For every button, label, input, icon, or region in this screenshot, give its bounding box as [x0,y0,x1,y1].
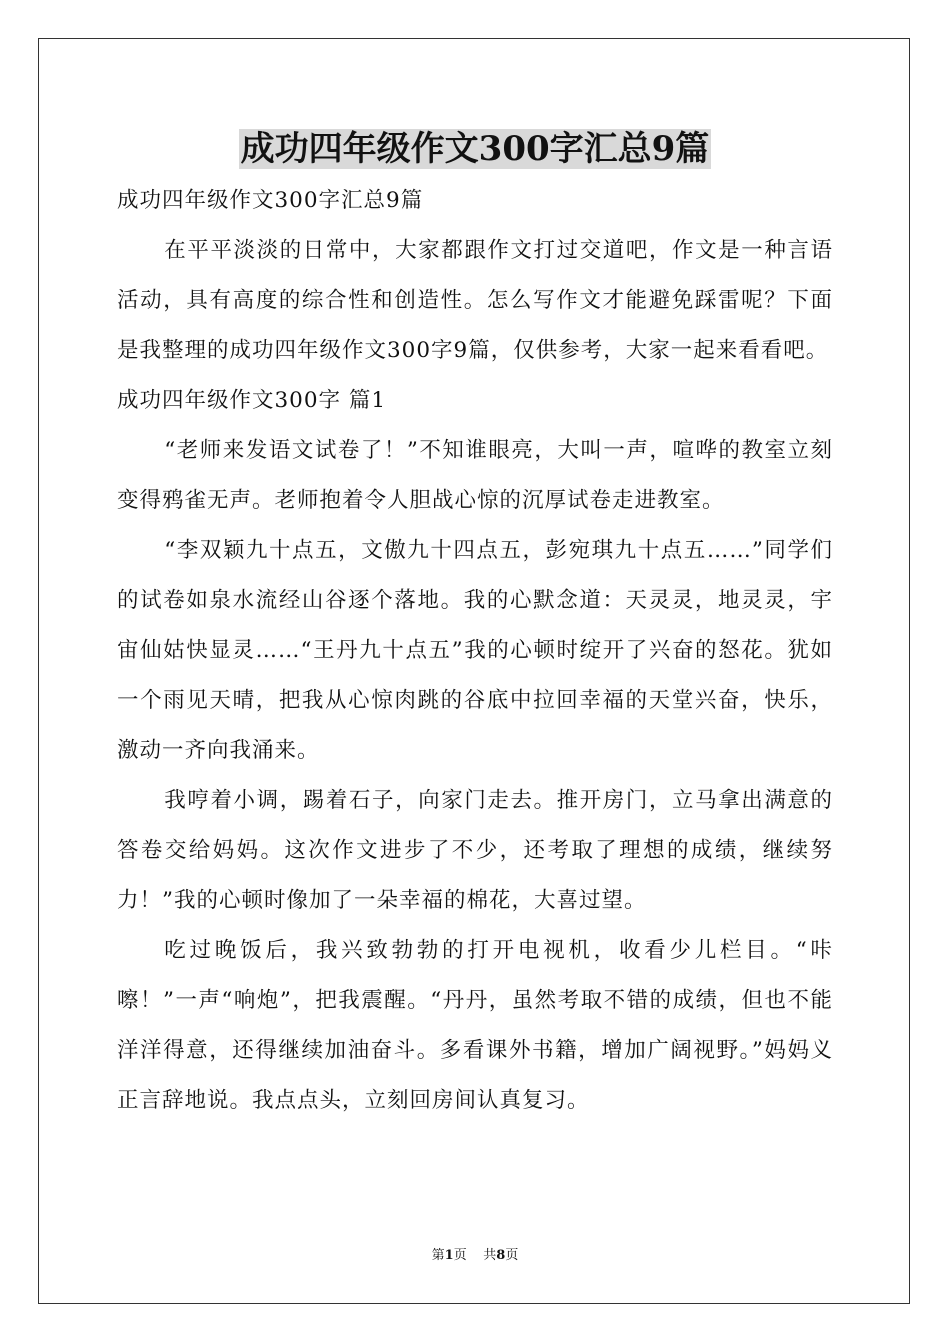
body-paragraph: “李双颖九十点五，文傲九十四点五，彭宛琪九十点五……”同学们的试卷如泉水流经山谷逐个落地。我的心默念道：天灵灵，地灵灵，宇宙仙姑快显灵……“王丹九十点五”我的心顿时绽开了兴奋的怒花。犹如一个雨见天晴，把我从心惊肉跳的谷底中拉回幸福的天堂兴奋，快乐，激动一齐向我涌来。 [117,538,833,763]
page-suffix: 页 [453,1248,467,1263]
body-paragraph: 吃过晚饭后，我兴致勃勃的打开电视机，收看少儿栏目。“咔嚓！”一声“响炮”，把我震醒。“丹丹，虽然考取不错的成绩，但也不能洋洋得意，还得继续加油奋斗。多看课外书籍，增加广阔视野。”妈妈义正言辞地说。我点点头，立刻回房间认真复习。 [117,938,833,1113]
document-title-text: 成功四年级作文300字汇总9篇 [240,129,710,169]
intro-paragraph: 在平平淡淡的日常中，大家都跟作文打过交道吧，作文是一种言语活动，具有高度的综合性和创造性。怎么写作文才能避免踩雷呢？下面是我整理的成功四年级作文300字9篇，仅供参考，大家一起来看看吧。 [117,238,833,363]
section-heading: 成功四年级作文300字 篇1 [117,388,387,413]
page-footer [0,1247,950,1265]
body-paragraph: 我哼着小调，踢着石子，向家门走去。推开房门，立马拿出满意的答卷交给妈妈。这次作文进步了不少，还考取了理想的成绩，继续努力！”我的心顿时像加了一朵幸福的棉花，大喜过望。 [117,788,833,913]
total-prefix: 共 [483,1248,497,1263]
document-body [117,176,833,1126]
page-total: 8 [496,1248,506,1263]
page-prefix: 第 [431,1248,445,1263]
document-title [0,126,950,172]
total-suffix: 页 [505,1248,519,1263]
page-current: 1 [444,1248,454,1263]
subtitle-line: 成功四年级作文300字汇总9篇 [117,188,424,213]
body-paragraph: “老师来发语文试卷了！”不知谁眼亮，大叫一声，喧哗的教室立刻变得鸦雀无声。老师抱着令人胆战心惊的沉厚试卷走进教室。 [117,438,833,513]
